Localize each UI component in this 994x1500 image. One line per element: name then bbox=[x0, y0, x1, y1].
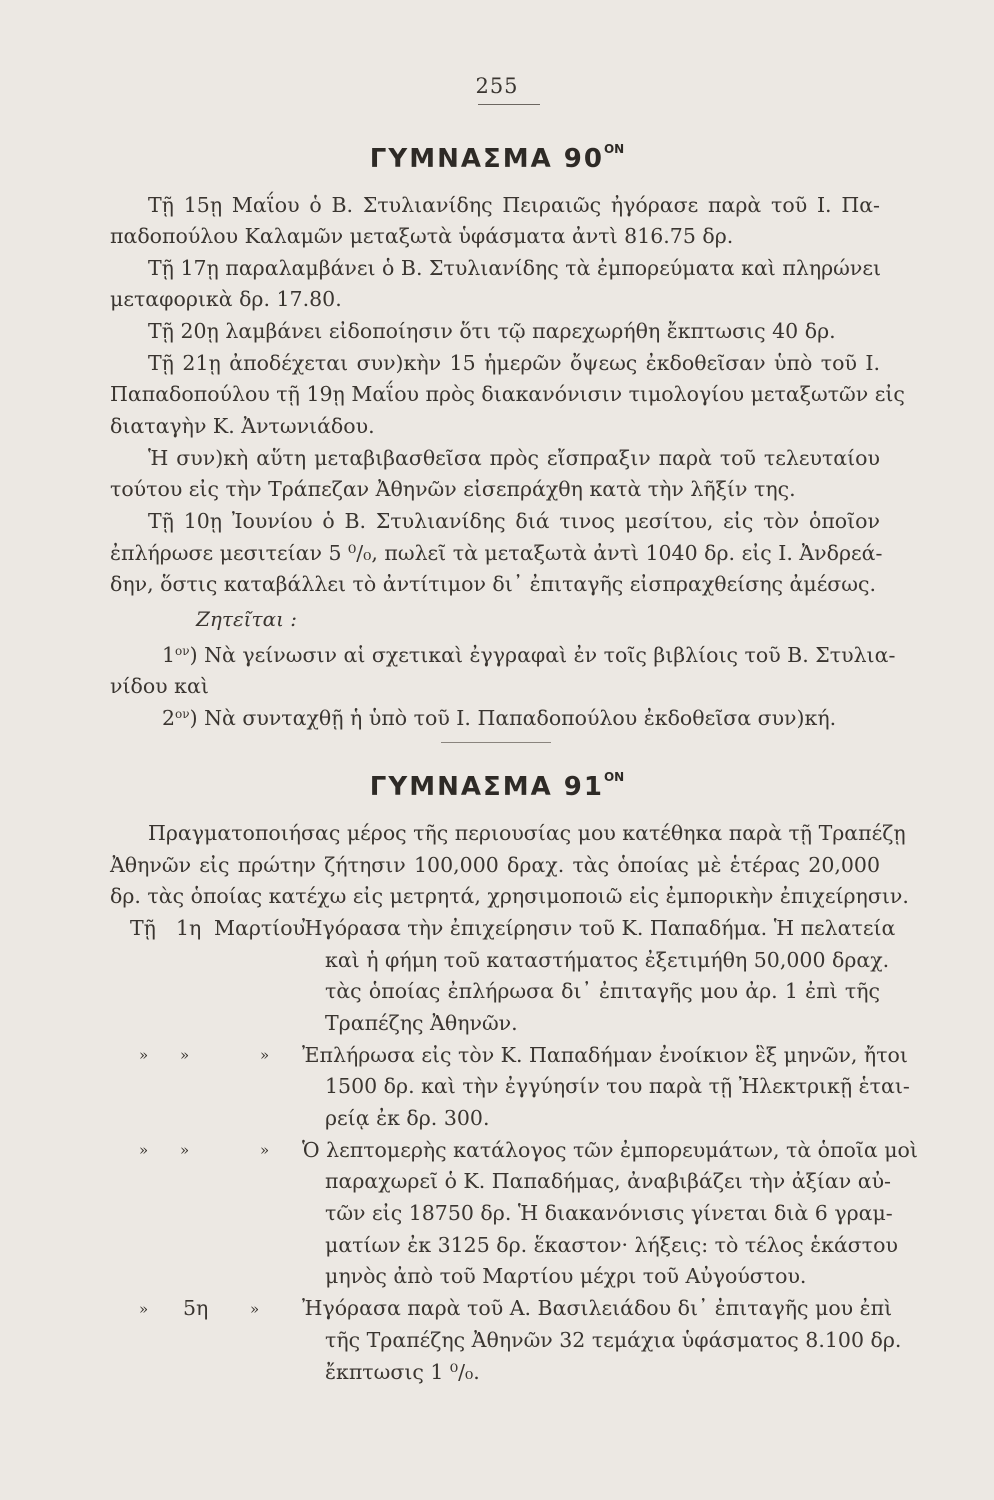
exercise-90-heading-sup: ΟΝ bbox=[603, 142, 625, 157]
ex90-line-2: παδοπούλου Καλαμῶν μεταξωτὰ ὑφάσματα ἀντὶ 816.75 δρ. bbox=[110, 224, 734, 248]
entry-2-line-3: ρείᾳ ἐκ δρ. 300. bbox=[325, 1106, 490, 1130]
entry-4-col-date: 5η bbox=[183, 1296, 209, 1320]
entry-3-line-2: παραχωρεῖ ὁ Κ. Παπαδήμας, ἀναβιβάζει τὴν ἀξίαν αὐ- bbox=[325, 1169, 891, 1193]
ex90-line-10: τούτου εἰς τὴν Τράπεζαν Ἀθηνῶν εἰσεπράχθη κατὰ τὴν λῆξίν της. bbox=[110, 477, 796, 501]
ex90-line-11: Τῇ 10ῃ Ἰουνίου ὁ Β. Στυλιανίδης διά τινος μεσίτου, εἰς τὸν ὁποῖον bbox=[148, 509, 880, 533]
ex90-line-7: Παπαδοπούλου τῇ 19ῃ Μαΐου πρὸς διακανόνισιν τιμολογίου μεταξωτῶν εἰς bbox=[110, 382, 905, 406]
exercise-91-heading bbox=[0, 772, 994, 802]
ex90-line-6: Τῇ 21ῃ ἀποδέχεται συν)κὴν 15 ἡμερῶν ὄψεως ἐκδοθεῖσαν ὑπὸ τοῦ Ι. bbox=[148, 351, 880, 375]
question-2-number: 2 bbox=[162, 706, 176, 730]
ex90-line-1: Τῇ 15ῃ Μαΐου ὁ Β. Στυλιανίδης Πειραιῶς ἠγόρασε παρὰ τοῦ Ι. Πα- bbox=[148, 193, 880, 217]
required-label: Ζητεῖται : bbox=[196, 607, 298, 631]
ex90-line-5: Τῇ 20ῃ λαμβάνει εἰδοποίησιν ὅτι τῷ παρεχωρήθη ἔκπτωσις 40 δρ. bbox=[148, 319, 836, 343]
entry-4-line-1: Ἠγόρασα παρὰ τοῦ Α. Βασιλειάδου δι᾽ ἐπιταγῆς μου ἐπὶ bbox=[302, 1296, 893, 1320]
question-2 bbox=[162, 705, 836, 734]
entry-1-line-2: καὶ ἡ φήμη τοῦ καταστήματος ἐξετιμήθη 50,000 δραχ. bbox=[325, 948, 890, 972]
entry-4-ditto-3: » bbox=[250, 1300, 260, 1318]
entry-1-line-3: τὰς ὁποίας ἐπλήρωσα δι᾽ ἐπιταγῆς μου ἀρ. 1 ἐπὶ τῆς bbox=[325, 979, 880, 1003]
exercise-91-heading-sup: ΟΝ bbox=[603, 770, 625, 785]
exercise-91-heading-text: ΓΥΜΝΑΣΜΑ 91 bbox=[369, 772, 604, 802]
entry-2-ditto-2: » bbox=[180, 1046, 190, 1064]
page-number: 255 bbox=[475, 74, 519, 98]
ex91-intro-3: δρ. τὰς ὁποίας κατέχω εἰς μετρητά, χρησιμοποιῶ εἰς ἐμπορικὴν ἐπιχείρησιν. bbox=[110, 884, 909, 908]
entry-3-line-4: ματίων ἐκ 3125 δρ. ἕκαστον· λήξεις: τὸ τέλος ἑκάστου bbox=[325, 1233, 898, 1257]
entry-1-line-4: Τραπέζης Ἀθηνῶν. bbox=[325, 1011, 518, 1035]
entry-3-line-1: Ὁ λεπτομερὴς κατάλογος τῶν ἐμπορευμάτων, τὰ ὁποῖα μοὶ bbox=[302, 1138, 918, 1162]
entry-2-ditto-1: » bbox=[139, 1046, 149, 1064]
entry-2-ditto-3: » bbox=[260, 1046, 270, 1064]
entry-4-ditto-1: » bbox=[139, 1300, 149, 1318]
question-2-sup: ον bbox=[175, 707, 190, 721]
ex90-line-13: δην, ὅστις καταβάλλει τὸ ἀντίτιμον δι᾽ ἐπιταγῆς εἰσπραχθείσης ἀμέσως. bbox=[110, 572, 877, 596]
question-2-text: ) Νὰ συνταχθῇ ἡ ὑπὸ τοῦ Ι. Παπαδοπούλου ἐκδοθεῖσα συν)κή. bbox=[189, 706, 837, 730]
entry-1-col-month: Μαρτίου bbox=[214, 916, 306, 940]
ex90-line-8: διαταγὴν Κ. Ἀντωνιάδου. bbox=[110, 414, 375, 438]
entry-1-line-1: Ἠγόρασα τὴν ἐπιχείρησιν τοῦ Κ. Παπαδήμα. Ἡ πελατεία bbox=[302, 916, 896, 940]
ex90-line-3: Τῇ 17ῃ παραλαμβάνει ὁ Β. Στυλιανίδης τὰ ἐμπορεύματα καὶ πληρώνει bbox=[148, 256, 881, 280]
entry-2-line-2: 1500 δρ. καὶ τὴν ἐγγύησίν του παρὰ τῇ Ἠλεκτρικῇ ἑται- bbox=[325, 1074, 910, 1098]
entry-1-col-date: 1η bbox=[176, 916, 202, 940]
entry-4-line-3: ἔκπτωσις 1 ⁰/₀. bbox=[325, 1360, 480, 1384]
entry-4-line-2: τῆς Τραπέζης Ἀθηνῶν 32 τεμάχια ὑφάσματος 8.100 δρ. bbox=[325, 1328, 902, 1352]
page-number-rule bbox=[478, 104, 540, 105]
entry-3-ditto-2: » bbox=[180, 1141, 190, 1159]
ex91-intro-1: Πραγματοποιήσας μέρος τῆς περιουσίας μου κατέθηκα παρὰ τῇ Τραπέζῃ bbox=[148, 821, 906, 845]
question-1-cont: νίδου καὶ bbox=[110, 674, 209, 698]
question-1-sup: ον bbox=[175, 644, 190, 658]
entry-3-ditto-3: » bbox=[260, 1141, 270, 1159]
entry-3-line-3: τῶν εἰς 18750 δρ. Ἡ διακανόνισις γίνεται διὰ 6 γραμ- bbox=[325, 1201, 893, 1225]
question-1-text: ) Νὰ γείνωσιν αἱ σχετικαὶ ἐγγραφαὶ ἐν τοῖς βιβλίοις τοῦ Β. Στυλια- bbox=[189, 643, 896, 667]
entry-3-ditto-1: » bbox=[139, 1141, 149, 1159]
section-divider bbox=[441, 742, 551, 743]
entry-1-col-day-label: Τῇ bbox=[130, 916, 156, 940]
ex90-line-4: μεταφορικὰ δρ. 17.80. bbox=[110, 287, 342, 311]
question-1 bbox=[162, 642, 896, 671]
ex90-line-9: Ἡ συν)κὴ αὕτη μεταβιβασθεῖσα πρὸς εἴσπραξιν παρὰ τοῦ τελευταίου bbox=[148, 446, 880, 470]
exercise-90-heading bbox=[0, 144, 994, 174]
exercise-90-heading-text: ΓΥΜΝΑΣΜΑ 90 bbox=[369, 144, 604, 174]
ex90-line-12: ἐπλήρωσε μεσιτείαν 5 ⁰/₀, πωλεῖ τὰ μεταξωτὰ ἀντὶ 1040 δρ. εἰς Ι. Ἀνδρεά- bbox=[110, 541, 883, 565]
entry-2-line-1: Ἐπλήρωσα εἰς τὸν Κ. Παπαδήμαν ἐνοίκιον ἓξ μηνῶν, ἤτοι bbox=[302, 1043, 908, 1067]
question-1-number: 1 bbox=[162, 643, 176, 667]
entry-3-line-5: μηνὸς ἀπὸ τοῦ Μαρτίου μέχρι τοῦ Αὐγούστου. bbox=[325, 1264, 807, 1288]
ex91-intro-2: Ἀθηνῶν εἰς πρώτην ζήτησιν 100,000 δραχ. τὰς ὁποίας μὲ ἑτέρας 20,000 bbox=[110, 853, 880, 877]
